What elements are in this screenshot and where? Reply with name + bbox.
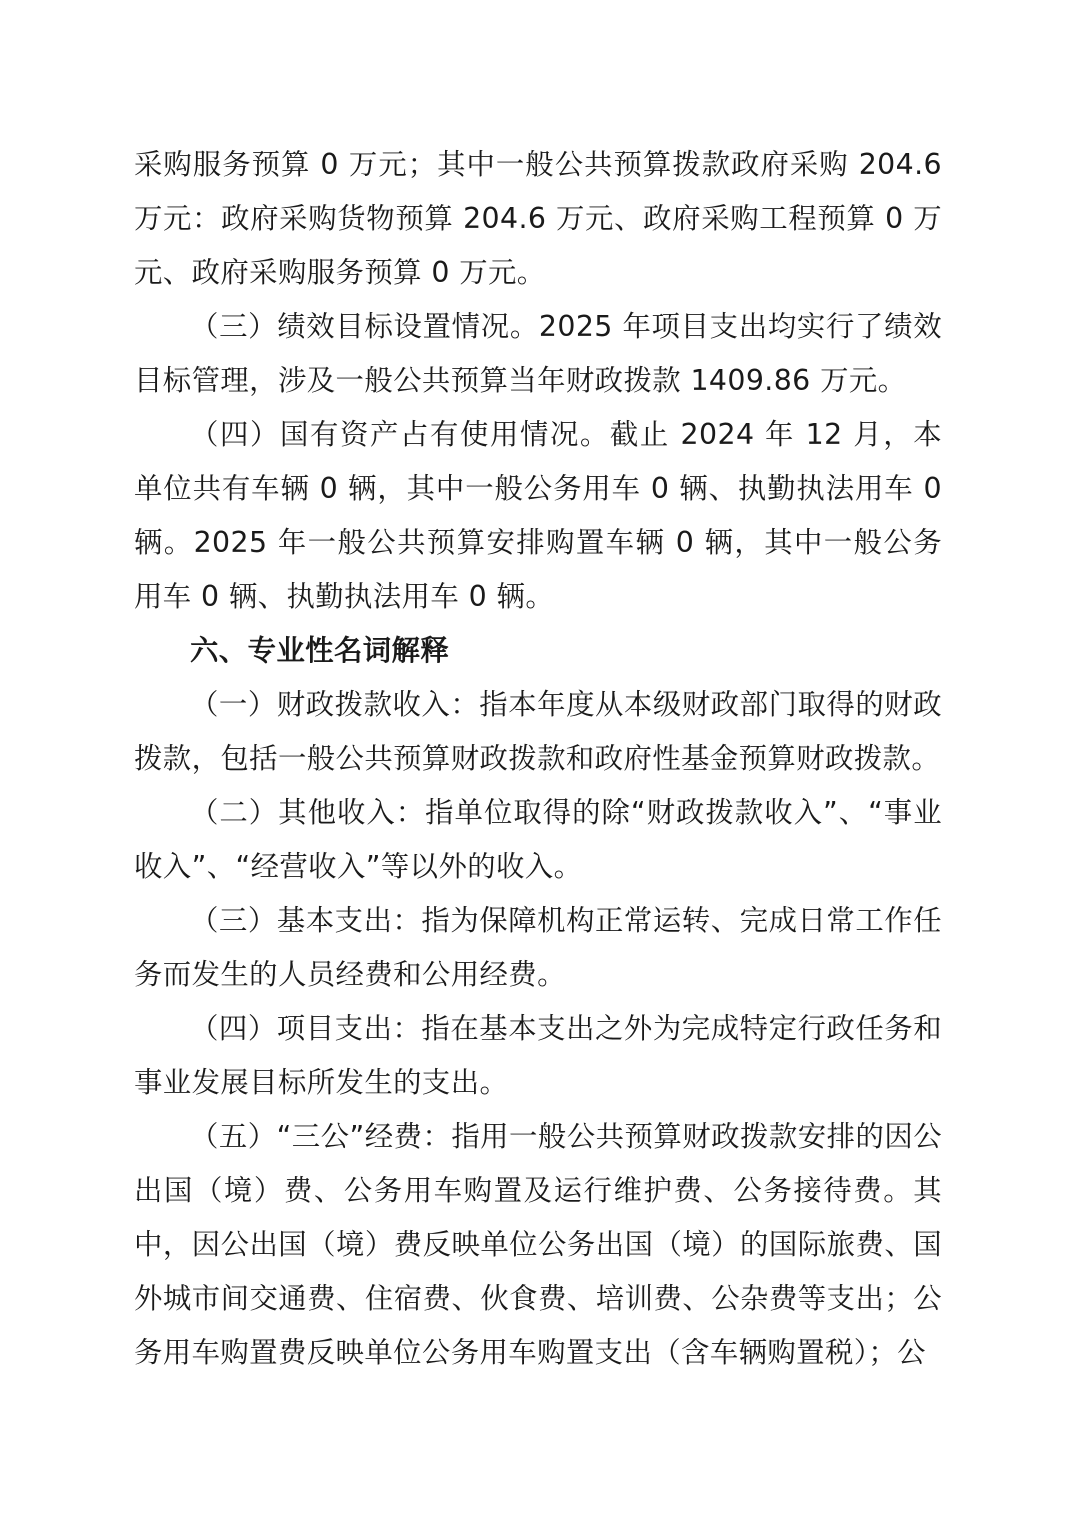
definition-project-expenditure: （四）项目支出：指在基本支出之外为完成特定行政任务和事业发展目标所发生的支出。 bbox=[134, 1012, 942, 1099]
paragraph-performance-targets: （三）绩效目标设置情况。2025 年项目支出均实行了绩效目标管理，涉及一般公共预算当年财政拨款 1409.86 万元。 bbox=[134, 310, 942, 397]
paragraph-procurement-continued: 采购服务预算 0 万元；其中一般公共预算拨款政府采购 204.6 万元：政府采购货物预算 204.6 万元、政府采购工程预算 0 万元、政府采购服务预算 0 万元。 bbox=[134, 148, 942, 289]
paragraph-state-assets: （四）国有资产占有使用情况。截止 2024 年 12 月，本单位共有车辆 0 辆，其中一般公务用车 0 辆、执勤执法用车 0 辆。2025 年一般公共预算安排购置车辆 0 辆，其中一般公务用车 0 辆、执勤执法用车 0 辆。 bbox=[134, 418, 942, 613]
definition-other-income: （二）其他收入：指单位取得的除“财政拨款收入”、“事业收入”、“经营收入”等以外的收入。 bbox=[134, 796, 942, 883]
definition-three-public-expenses: （五）“三公”经费：指用一般公共预算财政拨款安排的因公出国（境）费、公务用车购置及运行维护费、公务接待费。其中，因公出国（境）费反映单位公务出国（境）的国际旅费、国外城市间交通费、住宿费、伙食费、培训费、公杂费等支出；公务用车购置费反映单位公务用车购置支出（含车辆购置税）；公 bbox=[134, 1120, 942, 1369]
section-heading-terms: 六、专业性名词解释 bbox=[190, 634, 450, 667]
document-body bbox=[134, 138, 942, 1380]
definition-basic-expenditure: （三）基本支出：指为保障机构正常运转、完成日常工作任务而发生的人员经费和公用经费。 bbox=[134, 904, 942, 991]
definition-fiscal-appropriation-income: （一）财政拨款收入：指本年度从本级财政部门取得的财政拨款，包括一般公共预算财政拨款和政府性基金预算财政拨款。 bbox=[134, 688, 942, 775]
